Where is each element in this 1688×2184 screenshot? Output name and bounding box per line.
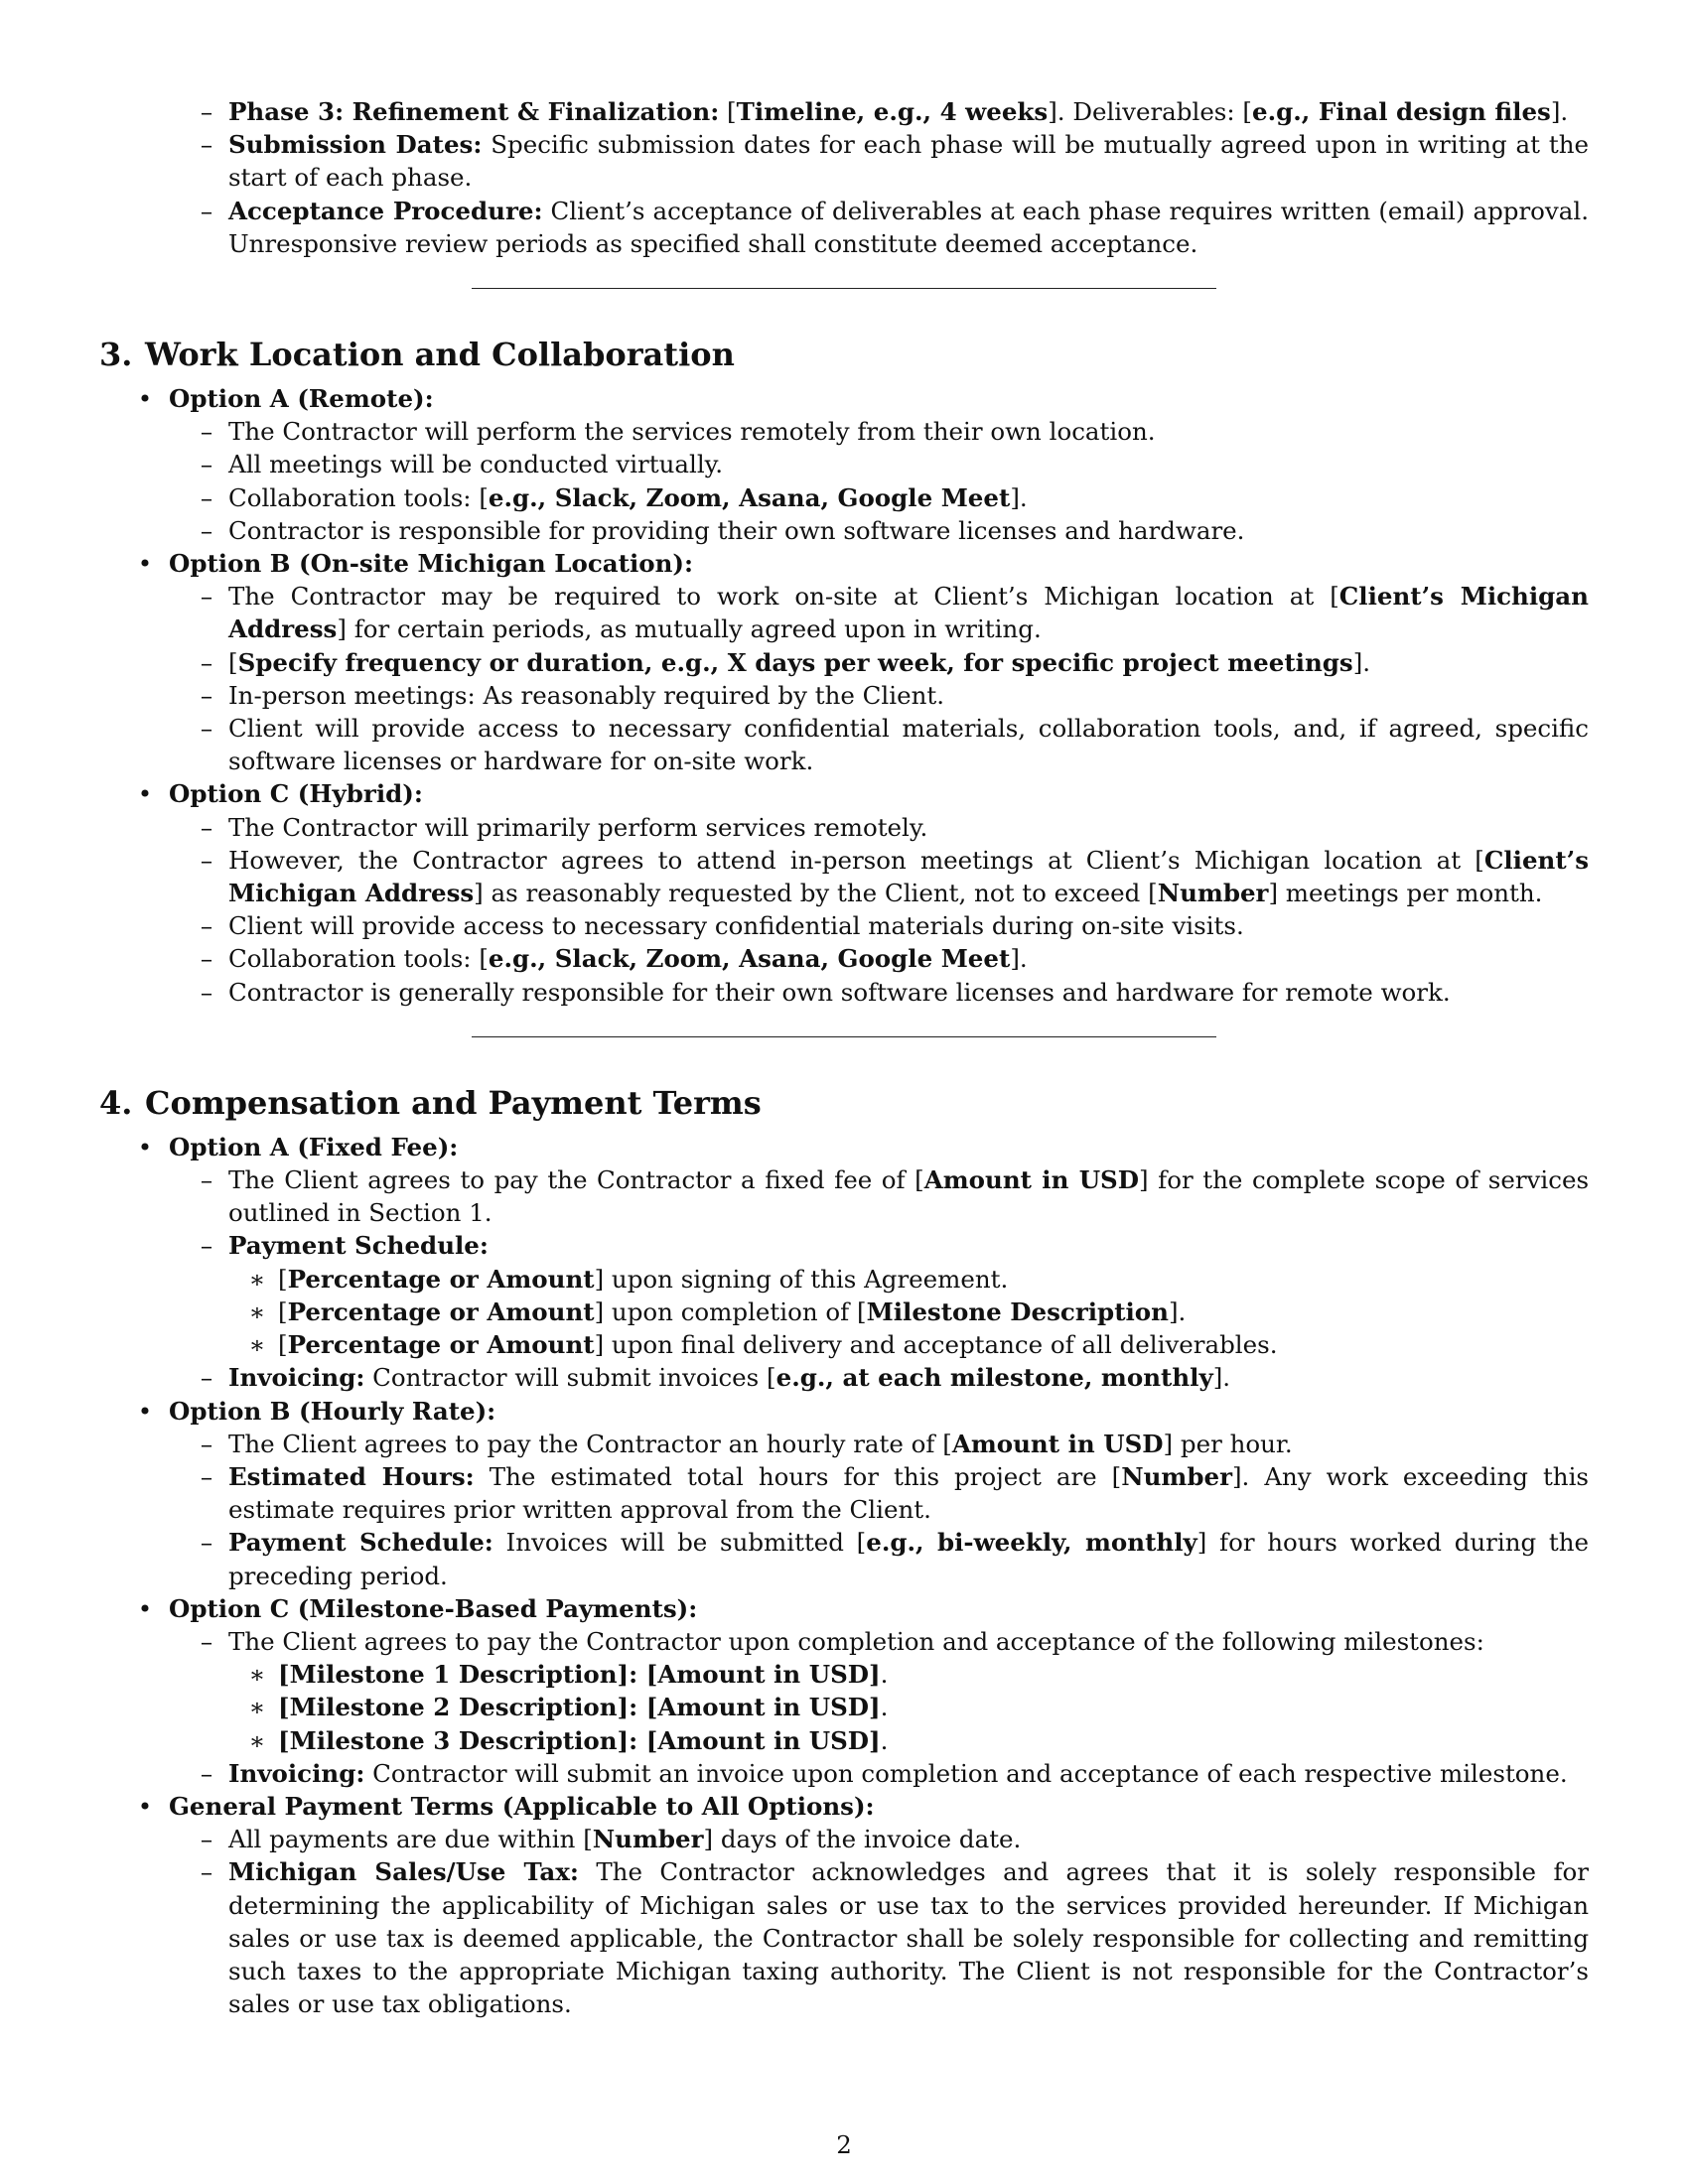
acceptance-procedure-text: Client’s acceptance of deliverables at each phase requires written (email) approval. Unresponsive review periods as specified shall constitute deemed acceptance.: [228, 196, 1589, 258]
dash-marker: –: [200, 845, 213, 875]
bullet-marker: •: [137, 1791, 153, 1821]
option-label: Option C (Hybrid):: [169, 779, 423, 809]
option-b-hourly-rate: [99, 1395, 1589, 1428]
list-item: [99, 811, 1589, 844]
list-item: [99, 481, 1589, 514]
dash-marker: –: [200, 196, 213, 225]
phase3-label: Phase 3: Refinement & Finalization:: [228, 97, 720, 126]
list-item: [99, 844, 1589, 909]
sub-list-item: ∗ [Percentage or Amount] upon completion of [Milestone Description].: [99, 1296, 1589, 1328]
item-text: ] as reasonably requested by the Client, not to exceed [: [474, 879, 1158, 908]
list-item: [99, 976, 1589, 1009]
item-text: ].: [1212, 1363, 1231, 1393]
list-item: [99, 1823, 1589, 1855]
item-text: Invoices will be submitted [: [492, 1528, 867, 1558]
asterisk-marker: ∗: [248, 1330, 266, 1360]
dash-marker: –: [200, 482, 213, 512]
option-label: Option A (Fixed Fee):: [169, 1132, 459, 1161]
item-text: The Contractor will primarily perform services remotely.: [228, 812, 928, 842]
bullet-marker: •: [137, 1593, 153, 1623]
general-payment-terms: [99, 1790, 1589, 1823]
list-item: [99, 514, 1589, 547]
placeholder-value: e.g., at each milestone, monthly: [775, 1363, 1213, 1393]
dash-marker: –: [200, 1461, 213, 1491]
dash-marker: –: [200, 1626, 213, 1656]
milestone-amount: Amount in USD: [657, 1725, 870, 1755]
placeholder-value: Amount in USD: [951, 1429, 1164, 1458]
phase3-timeline: Timeline, e.g., 4 weeks: [736, 97, 1049, 126]
item-text: ] upon final delivery and acceptance of all deliverables.: [594, 1330, 1278, 1360]
section-4-heading: [99, 1083, 1589, 1123]
item-label: Estimated Hours:: [228, 1461, 475, 1491]
item-text: The Contractor acknowledges and agrees that it is solely responsible for determining the applicability of Michigan sales or use tax to the services provided hereunder. If Michigan sales or use tax is deemed applicable, the Contractor shall be solely responsible for collecting and remitting such taxes to the appropriate Michigan taxing authority. The Client is not responsible for the Contractor’s sales or use tax obligations.: [228, 1857, 1589, 2019]
item-text: ] days of the invoice date.: [703, 1825, 1022, 1854]
item-text: ] per hour.: [1163, 1429, 1293, 1458]
placeholder-value: Percentage or Amount: [287, 1330, 595, 1360]
item-text: In-person meetings: As reasonably required by the Client.: [228, 680, 944, 710]
list-item: [99, 909, 1589, 942]
list-item: [99, 1361, 1589, 1394]
dash-marker: –: [200, 812, 213, 842]
dash-marker: –: [200, 911, 213, 941]
section-title: Work Location and Collaboration: [145, 336, 735, 374]
asterisk-marker: ∗: [248, 1660, 266, 1690]
dash-marker: –: [200, 1825, 213, 1854]
list-item: [99, 1428, 1589, 1460]
item-text: ].: [1010, 482, 1028, 512]
dash-marker: –: [200, 582, 213, 612]
section-3-heading: [99, 335, 1589, 374]
dash-marker: –: [200, 680, 213, 710]
item-text: However, the Contractor agrees to attend in-person meetings at Client’s Michigan location at [: [228, 845, 1484, 875]
item-text: Contractor is responsible for providing their own software licenses and hardware.: [228, 515, 1245, 545]
item-text: Contractor will submit an invoice upon completion and acceptance of each respective milestone.: [364, 1758, 1568, 1788]
list-item: [99, 1625, 1589, 1658]
submission-dates-text: Specific submission dates for each phase will be mutually agreed upon in writing at the start of each phase.: [228, 130, 1589, 193]
list-item: [99, 1460, 1589, 1526]
item-text: ] upon completion of [: [594, 1297, 867, 1326]
item-label: Michigan Sales/Use Tax:: [228, 1857, 579, 1887]
placeholder-value: Number: [592, 1825, 704, 1854]
option-a-remote: [99, 382, 1589, 415]
item-text: ] for hours worked during the preceding period.: [228, 1528, 1589, 1590]
item-label: Invoicing:: [228, 1758, 365, 1788]
list-item: [99, 942, 1589, 975]
option-label: Option B (Hourly Rate):: [169, 1396, 496, 1426]
option-label: Option B (On-site Michigan Location):: [169, 549, 694, 579]
submission-dates-item: [99, 128, 1589, 194]
item-label: Invoicing:: [228, 1363, 365, 1393]
option-b-onsite: [99, 547, 1589, 580]
item-text: Collaboration tools: [: [228, 944, 489, 974]
milestone-item: ∗ [Milestone 3 Description]: [Amount in USD].: [99, 1724, 1589, 1757]
placeholder-value: Percentage or Amount: [287, 1264, 595, 1294]
placeholder-value: Number: [1121, 1461, 1232, 1491]
item-text: ].: [1352, 647, 1371, 677]
asterisk-marker: ∗: [248, 1297, 266, 1326]
dash-marker: –: [200, 450, 213, 479]
list-item: [99, 712, 1589, 777]
item-text: Collaboration tools: [: [228, 482, 489, 512]
dash-marker: –: [200, 944, 213, 974]
placeholder-value: Number: [1157, 879, 1269, 908]
text: ].: [1550, 97, 1569, 126]
dash-marker: –: [200, 1429, 213, 1458]
sub-list-item: ∗ [Percentage or Amount] upon final delivery and acceptance of all deliverables.: [99, 1328, 1589, 1361]
item-text: All payments are due within [: [228, 1825, 593, 1854]
list-item: [99, 646, 1589, 679]
dash-marker: –: [200, 1528, 213, 1558]
item-text: ].: [1168, 1297, 1187, 1326]
option-label: Option A (Remote):: [169, 384, 434, 414]
item-text: The Client agrees to pay the Contractor an hourly rate of [: [228, 1429, 952, 1458]
placeholder-value: Client’s Michigan Address: [228, 845, 1589, 908]
placeholder-value: e.g., Slack, Zoom, Asana, Google Meet: [488, 482, 1011, 512]
item-text: [: [228, 647, 238, 677]
milestone-name: Milestone 2 Description: [289, 1693, 618, 1722]
bullet-marker: •: [137, 384, 153, 414]
page-number: 2: [836, 2130, 852, 2159]
dash-marker: –: [200, 417, 213, 447]
item-text: The Client agrees to pay the Contractor upon completion and acceptance of the following milestones:: [228, 1626, 1484, 1656]
dash-marker: –: [200, 1165, 213, 1195]
phase3-item: [99, 95, 1589, 128]
item-text: Contractor is generally responsible for their own software licenses and hardware for remote work.: [228, 977, 1451, 1007]
text: ]. Deliverables: [: [1048, 97, 1252, 126]
submission-dates-label: Submission Dates:: [228, 130, 483, 160]
dash-marker: –: [200, 977, 213, 1007]
milestone-name: Milestone 1 Description: [289, 1660, 618, 1690]
placeholder-value: Amount in USD: [923, 1165, 1140, 1195]
item-text: ] for certain periods, as mutually agreed upon in writing.: [337, 614, 1042, 644]
list-item: [99, 1526, 1589, 1591]
section-divider: [472, 288, 1216, 289]
asterisk-marker: ∗: [248, 1264, 266, 1294]
item-label: Payment Schedule:: [228, 1528, 493, 1558]
list-item: [99, 1757, 1589, 1790]
milestone-amount: Amount in USD: [657, 1693, 870, 1722]
asterisk-marker: ∗: [248, 1725, 266, 1755]
page-content: [99, 95, 1589, 2020]
dash-marker: –: [200, 1758, 213, 1788]
bullet-marker: •: [137, 779, 153, 809]
milestone-name: Milestone 3 Description: [289, 1725, 618, 1755]
sub-list-item: ∗ [Percentage or Amount] upon signing of this Agreement.: [99, 1263, 1589, 1296]
list-item: [99, 448, 1589, 480]
dash-marker: –: [200, 515, 213, 545]
option-label: Option C (Milestone-Based Payments):: [169, 1593, 698, 1623]
option-a-fixed-fee: [99, 1131, 1589, 1163]
placeholder-value: e.g., bi-weekly, monthly: [866, 1528, 1197, 1558]
acceptance-procedure-item: [99, 195, 1589, 260]
section-divider: [472, 1036, 1216, 1037]
option-c-hybrid: [99, 777, 1589, 810]
bullet-marker: •: [137, 1132, 153, 1161]
dash-marker: –: [200, 1363, 213, 1393]
list-item: [99, 1855, 1589, 2020]
section-number: 4.: [99, 1083, 133, 1122]
dash-marker: –: [200, 1231, 213, 1261]
list-item: [99, 679, 1589, 712]
placeholder-value: Client’s Michigan Address: [228, 582, 1589, 644]
list-item: [99, 1163, 1589, 1229]
milestone-item: ∗ [Milestone 1 Description]: [Amount in USD].: [99, 1658, 1589, 1691]
dash-marker: –: [200, 714, 213, 744]
phase3-deliverables: e.g., Final design files: [1252, 97, 1551, 126]
placeholder-value: Specify frequency or duration, e.g., X days per week, for specific project meetings: [237, 647, 1353, 677]
dash-marker: –: [200, 647, 213, 677]
acceptance-procedure-label: Acceptance Procedure:: [228, 196, 543, 225]
placeholder-value: e.g., Slack, Zoom, Asana, Google Meet: [488, 944, 1011, 974]
item-label: Payment Schedule:: [228, 1231, 489, 1261]
option-label: General Payment Terms (Applicable to All Options):: [169, 1791, 875, 1821]
placeholder-value: Percentage or Amount: [287, 1297, 595, 1326]
list-item: [99, 1229, 1589, 1262]
option-c-milestone-payments: [99, 1592, 1589, 1625]
item-text: All meetings will be conducted virtually.: [228, 450, 724, 479]
item-text: Contractor will submit invoices [: [364, 1363, 776, 1393]
asterisk-marker: ∗: [248, 1693, 266, 1722]
list-item: [99, 415, 1589, 448]
item-text: The Contractor may be required to work on-site at Client’s Michigan location at [: [228, 582, 1339, 612]
list-item: [99, 580, 1589, 645]
section-title: Compensation and Payment Terms: [145, 1083, 762, 1122]
text: [: [719, 97, 737, 126]
item-text: The estimated total hours for this project are [: [474, 1461, 1122, 1491]
dash-marker: –: [200, 1857, 213, 1887]
item-text: ]. Any work exceeding this estimate requires prior written approval from the Client.: [228, 1461, 1589, 1525]
item-text: ] meetings per month.: [1268, 879, 1543, 908]
item-text: Client will provide access to necessary confidential materials, collaboration tools, and, if agreed, specific software licenses or hardware for on-site work.: [228, 714, 1589, 776]
item-text: The Client agrees to pay the Contractor a fixed fee of [: [228, 1165, 924, 1195]
milestone-amount: Amount in USD: [657, 1660, 870, 1690]
item-text: The Contractor will perform the services remotely from their own location.: [228, 417, 1156, 447]
bullet-marker: •: [137, 1396, 153, 1426]
item-text: Client will provide access to necessary confidential materials during on-site visits.: [228, 911, 1244, 941]
milestone-item: ∗ [Milestone 2 Description]: [Amount in USD].: [99, 1691, 1589, 1723]
section-number: 3.: [99, 336, 133, 374]
dash-marker: –: [200, 97, 213, 126]
item-text: ] for the complete scope of services outlined in Section 1.: [228, 1165, 1590, 1228]
placeholder-value: Milestone Description: [866, 1297, 1169, 1326]
item-text: ].: [1010, 944, 1028, 974]
dash-marker: –: [200, 130, 213, 160]
item-text: ] upon signing of this Agreement.: [594, 1264, 1009, 1294]
bullet-marker: •: [137, 549, 153, 579]
